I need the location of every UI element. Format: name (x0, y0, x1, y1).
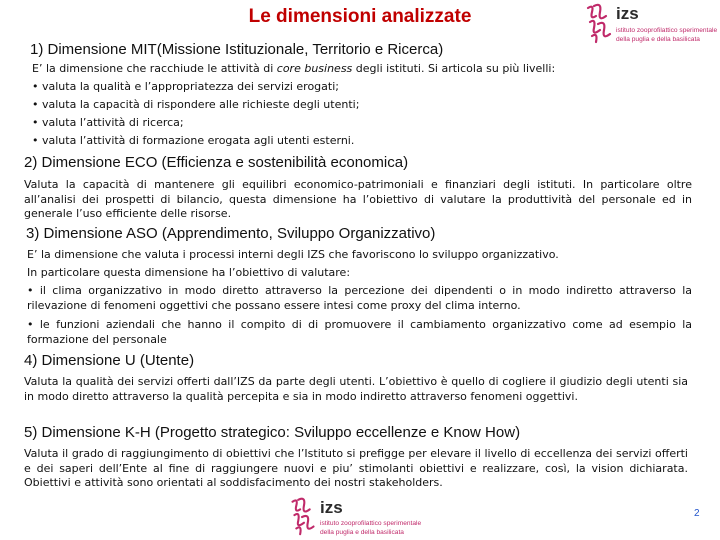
logo-name: izs (320, 498, 343, 517)
logo-line-2: della puglia e della basilicata (320, 529, 404, 536)
section-1-bullet-4: • valuta l’attività di formazione erogata agli utenti esterni. (32, 134, 354, 149)
section-1-bullet-3: • valuta l’attività di ricerca; (32, 116, 184, 131)
section-2-text: Valuta la capacità di mantenere gli equilibri economico-patrimoniali e finanziari degli istituti. In particolare oltre all’analisi dei prospetti di bilancio, questa dimensione ha l’obiettivo di valutare la produttività del personale ed in generale l’uso efficiente delle risorse. (24, 178, 692, 220)
izs-wave-icon (288, 496, 318, 538)
logo-name: izs (616, 4, 639, 23)
section-1-intro-italic: core business (276, 62, 353, 75)
logo-line-1: istituto zooprofilattico sperimentale (616, 27, 718, 34)
section-5-heading: 5) Dimensione K-H (Progetto strategico: Sviluppo eccellenze e Know How) (24, 424, 521, 441)
page-title: Le dimensioni analizzate (248, 6, 472, 27)
section-3-bullet-2: • le funzioni aziendali che hanno il compito di di promuovere il cambiamento organizzativo come ad esempio la formazione del personale (27, 318, 692, 347)
section-1-intro-start: E’ la dimensione che racchiude le attività di (32, 62, 277, 75)
section-1-heading: 1) Dimensione MIT(Missione Istituzionale, Territorio e Ricerca) (30, 41, 444, 58)
izs-logo (584, 2, 718, 48)
izs-logo-footer (288, 496, 422, 540)
page-number: 2 (694, 508, 700, 519)
section-4-heading: 4) Dimensione U (Utente) (24, 352, 195, 369)
section-3-heading: 3) Dimensione ASO (Apprendimento, Sviluppo Organizzativo) (26, 225, 436, 242)
logo-line-1: istituto zooprofilattico sperimentale (320, 520, 422, 527)
logo-line-2: della puglia e della basilicata (616, 36, 700, 43)
section-5-text: Valuta il grado di raggiungimento di obiettivi che l’Istituto si prefigge per elevare il livello di eccellenza dei servizi offerti e dei saperi dell’Ente al fine di raggiungere nuovi e piu’ stimolanti obiettivi e realizzare, così, la vision dichiarata. Obiettivi e attività sono orientati al soddisfacimento dei nostri stakeholders. (24, 447, 688, 489)
section-2-heading: 2) Dimensione ECO (Efficienza e sostenibilità economica) (24, 154, 409, 171)
section-1-bullet-1: • valuta la qualità e l’appropriatezza dei servizi erogati; (32, 80, 339, 95)
section-1-intro (32, 62, 622, 77)
section-1-bullet-2: • valuta la capacità di rispondere alle richieste degli utenti; (32, 98, 359, 113)
section-3-bullet-1: • il clima organizzativo in modo diretto attraverso la percezione dei dipendenti o in modo indiretto attraverso la rilevazione di fenomeni oggettivi che possano essere intesi come proxy del clima interno. (27, 284, 692, 313)
section-3-line-1: E’ la dimensione che valuta i processi interni degli IZS che favoriscono lo sviluppo organizzativo. (27, 248, 559, 261)
section-1-intro-end: degli istituti. Si articola su più livelli: (352, 62, 556, 75)
izs-wave-icon (584, 2, 614, 46)
section-4-text: Valuta la qualità dei servizi offerti dall’IZS da parte degli utenti. L’obiettivo è quello di cogliere il giudizio degli utenti sia in modo diretto attraverso la qualità percepita e sia in modo indiretto attraverso fenomeni oggettivi. (24, 375, 688, 403)
section-3-line-2: In particolare questa dimensione ha l’obiettivo di valutare: (27, 266, 351, 279)
